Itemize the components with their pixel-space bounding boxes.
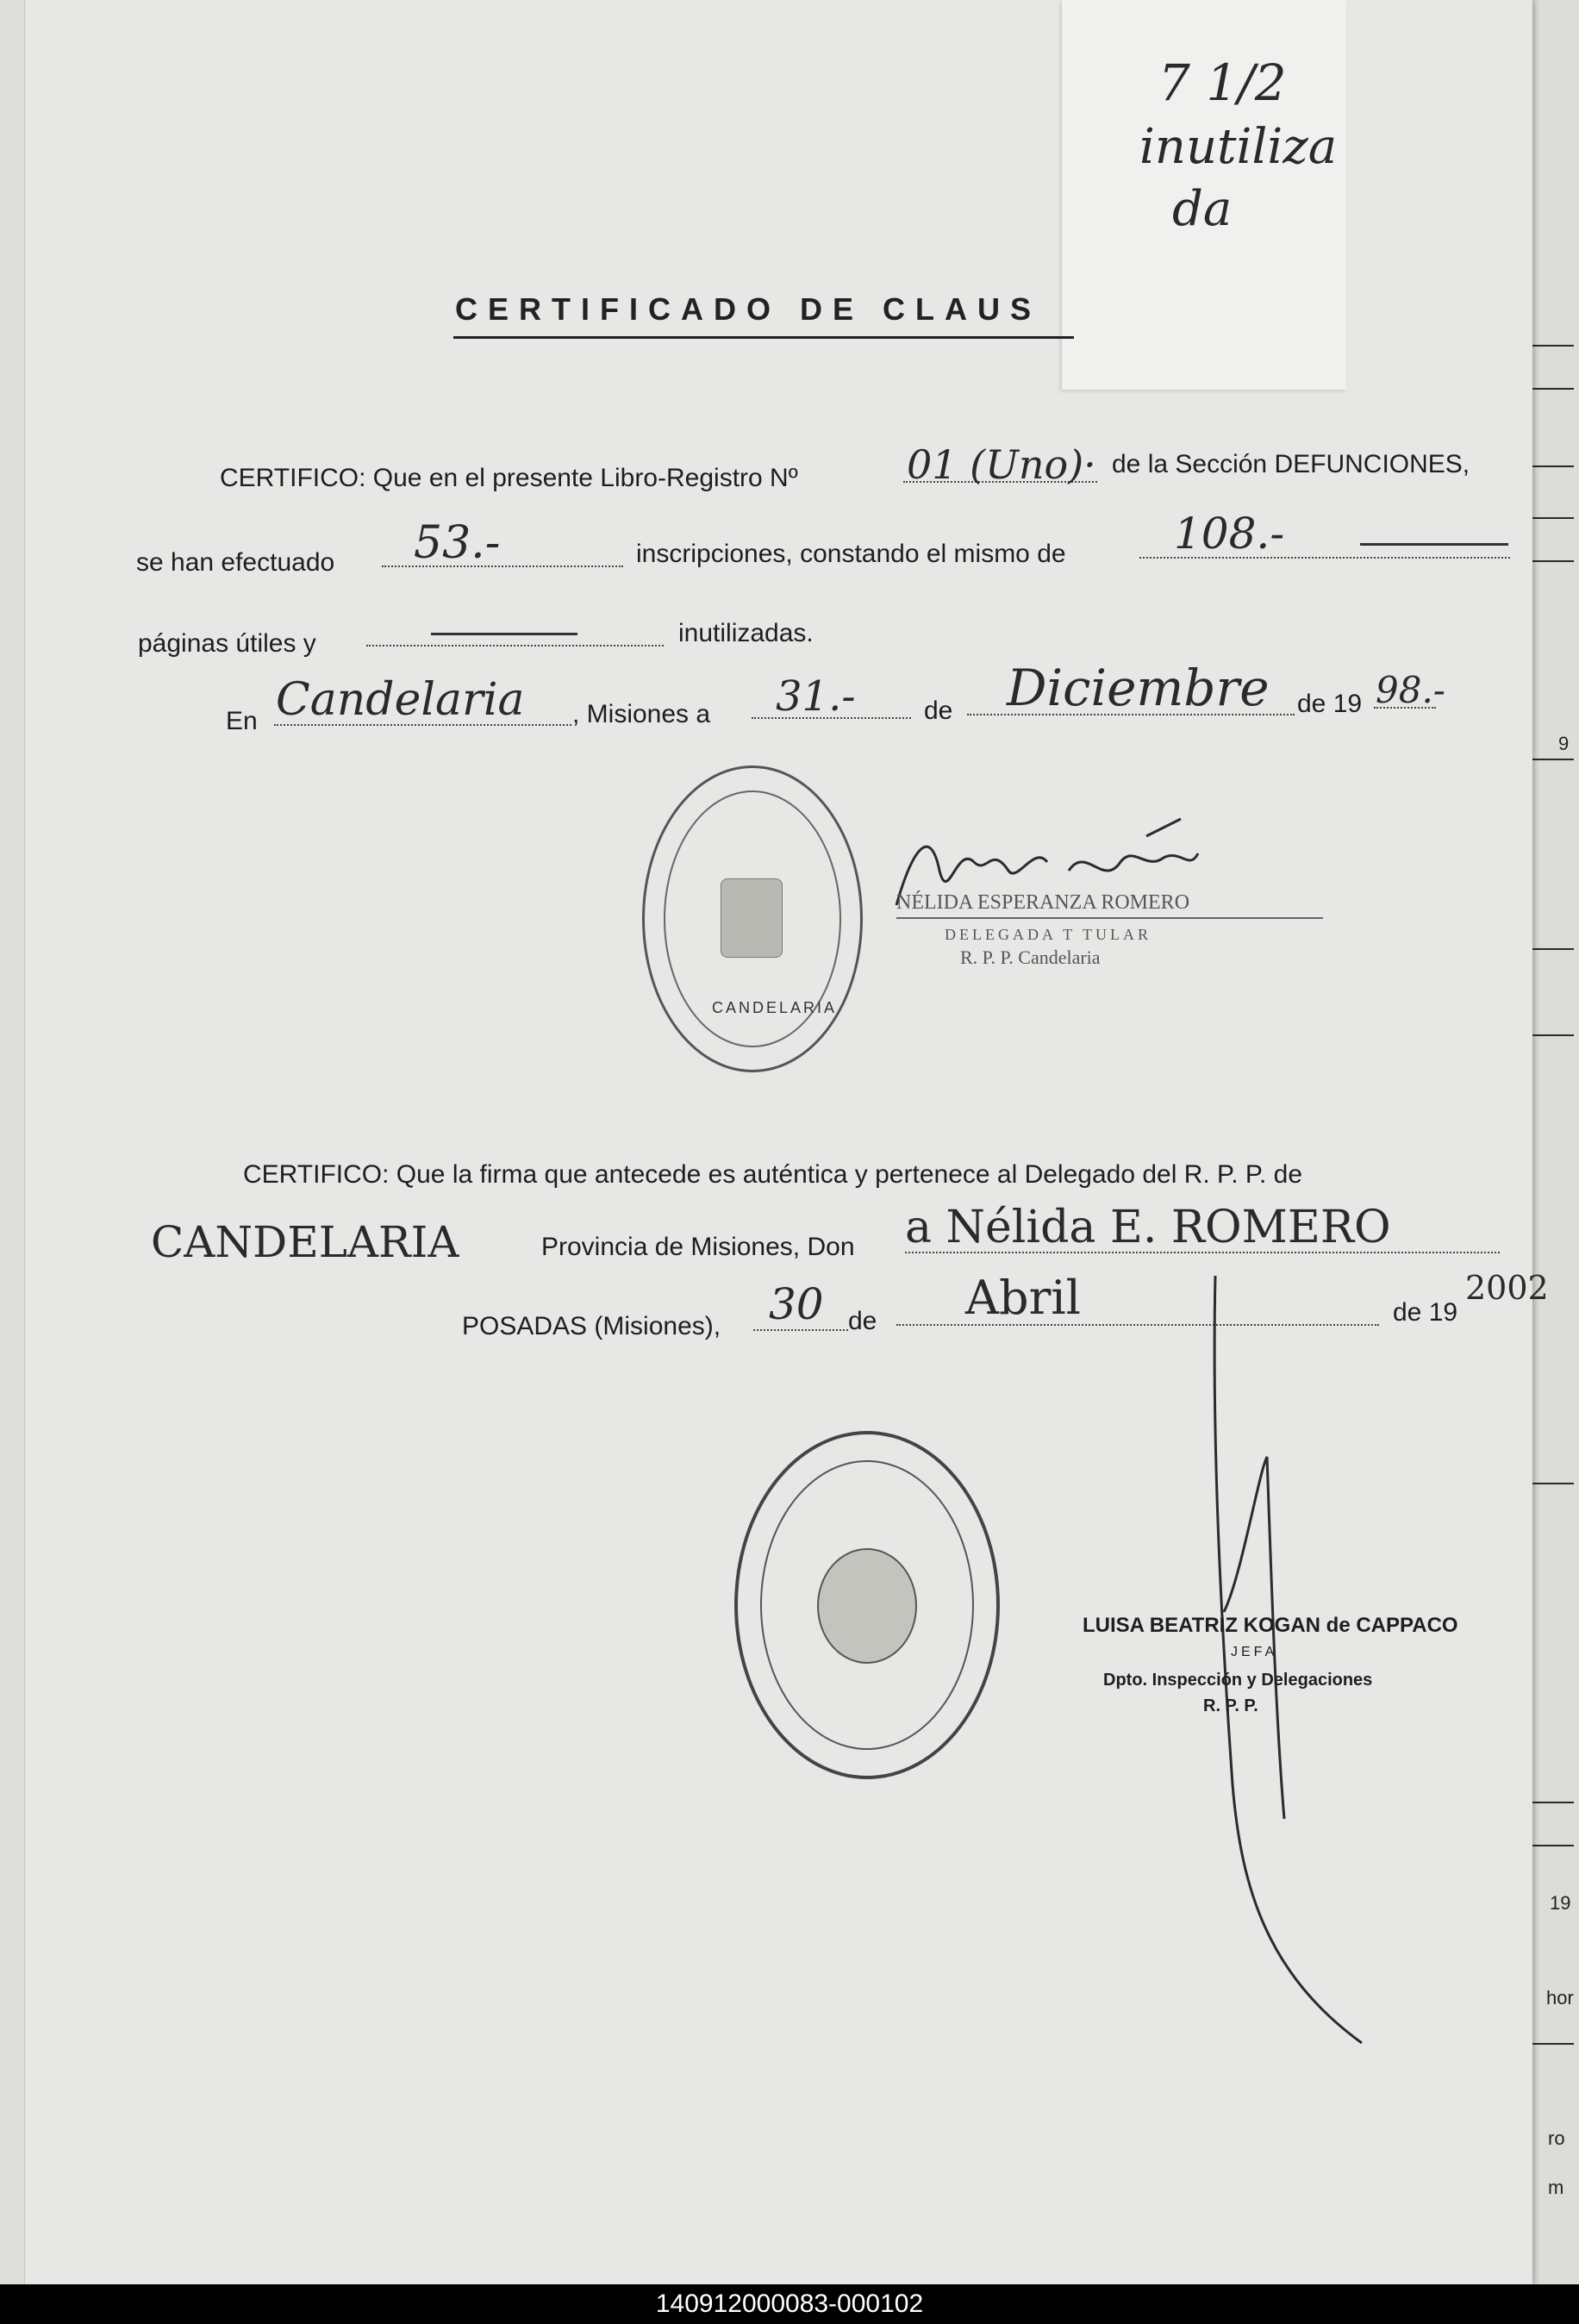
libro-numero-value: 01 (Uno)· bbox=[907, 441, 1096, 488]
jefa-name: LUISA BEATRIZ KOGAN de CAPPACO bbox=[1083, 1614, 1458, 1637]
margin-fragment: 19 bbox=[1550, 1892, 1571, 1914]
paginas-utiles-label: páginas útiles y bbox=[138, 629, 316, 658]
margin-fragment: ro bbox=[1548, 2127, 1565, 2149]
left-sheet-edge bbox=[0, 0, 25, 2284]
stamp-rule bbox=[896, 917, 1323, 919]
mes-2-value: Abril bbox=[965, 1271, 1081, 1325]
delegate-role: DELEGADA T TULAR bbox=[945, 926, 1152, 943]
certifico-1-label: CERTIFICO: Que en el presente Libro-Registro Nº bbox=[220, 464, 798, 492]
inscripciones-value: 53.- bbox=[414, 517, 501, 569]
certifico-2-label: CERTIFICO: Que la firma que antecede es auténtica y pertenece al Delegado del R. P. P. de bbox=[243, 1160, 1303, 1189]
ledger-rule bbox=[1529, 948, 1574, 950]
ledger-rule bbox=[1529, 560, 1574, 562]
posadas-label: POSADAS (Misiones), bbox=[462, 1312, 721, 1340]
document-id-footer: 140912000083-000102 bbox=[0, 2284, 1579, 2324]
provincia-label: Provincia de Misiones, Don bbox=[541, 1233, 855, 1261]
direccion-general-seal bbox=[734, 1431, 1000, 1779]
sticky-line-2: inutiliza bbox=[1139, 119, 1338, 175]
blank-stroke bbox=[431, 633, 577, 635]
margin-fragment: m bbox=[1548, 2177, 1564, 2198]
efectuado-label: se han efectuado bbox=[136, 548, 335, 577]
mes-value: Diciembre bbox=[1007, 659, 1270, 717]
ledger-rule bbox=[1529, 388, 1574, 390]
ledger-rule bbox=[1529, 1483, 1574, 1484]
anio-2-value: 2002 bbox=[1465, 1269, 1549, 1307]
sticky-line-1: 7 1/2 bbox=[1158, 53, 1287, 112]
nombre-value: a Nélida E. ROMERO bbox=[905, 1202, 1391, 1253]
provincial-emblem-icon bbox=[817, 1548, 917, 1664]
margin-fragment: hor bbox=[1546, 1987, 1574, 2009]
signature-2 bbox=[1189, 1267, 1396, 2052]
lugar-value: Candelaria bbox=[276, 674, 525, 726]
paginas-value: 108.- bbox=[1174, 509, 1285, 559]
de-label: de bbox=[924, 697, 953, 725]
dia-2-value: 30 bbox=[769, 1279, 824, 1329]
dotted-line bbox=[366, 645, 664, 647]
ledger-rule bbox=[1529, 1845, 1574, 1846]
sticky-line-3: da bbox=[1172, 181, 1233, 237]
jefa-office: R. P. P. bbox=[1203, 1696, 1258, 1715]
dia-value: 31.- bbox=[776, 672, 856, 721]
de-2-label: de bbox=[848, 1307, 877, 1335]
anio-2-prefix-label: de 19 bbox=[1393, 1298, 1458, 1327]
jefa-role: JEFA bbox=[1231, 1645, 1278, 1659]
seal-bottom-text: CANDELARIA bbox=[712, 999, 838, 1016]
ledger-rule bbox=[1529, 2043, 1574, 2045]
document-title: CERTIFICADO DE CLAUS bbox=[455, 291, 1041, 327]
seccion-label: de la Sección DEFUNCIONES, bbox=[1112, 450, 1470, 478]
title-underline bbox=[453, 336, 1074, 339]
ledger-rule bbox=[1529, 1802, 1574, 1803]
ledger-rule bbox=[1529, 517, 1574, 519]
delegate-name: NÉLIDA ESPERANZA ROMERO bbox=[896, 891, 1190, 914]
margin-fragment: 9 bbox=[1558, 733, 1570, 754]
ledger-rule bbox=[1529, 465, 1574, 467]
ledger-rule bbox=[1529, 759, 1574, 760]
sticky-note bbox=[1062, 0, 1346, 390]
coat-of-arms-icon bbox=[721, 878, 783, 958]
dotted-line bbox=[753, 1329, 848, 1331]
candelaria-seal bbox=[642, 765, 863, 1072]
blank-stroke bbox=[1360, 543, 1508, 546]
anio-value: 98.- bbox=[1376, 669, 1445, 711]
en-label: En bbox=[226, 707, 258, 735]
inutilizadas-label: inutilizadas. bbox=[678, 619, 814, 647]
anio-prefix-label: de 19 bbox=[1297, 690, 1363, 718]
misiones-label: , Misiones a bbox=[572, 700, 711, 728]
localidad-value: CANDELARIA bbox=[151, 1217, 459, 1267]
inscripciones-label: inscripciones, constando el mismo de bbox=[636, 540, 1066, 568]
delegate-office: R. P. P. Candelaria bbox=[960, 946, 1101, 968]
jefa-dept: Dpto. Inspección y Delegaciones bbox=[1103, 1671, 1373, 1690]
ledger-rule bbox=[1529, 1034, 1574, 1036]
ledger-rule bbox=[1529, 345, 1574, 347]
